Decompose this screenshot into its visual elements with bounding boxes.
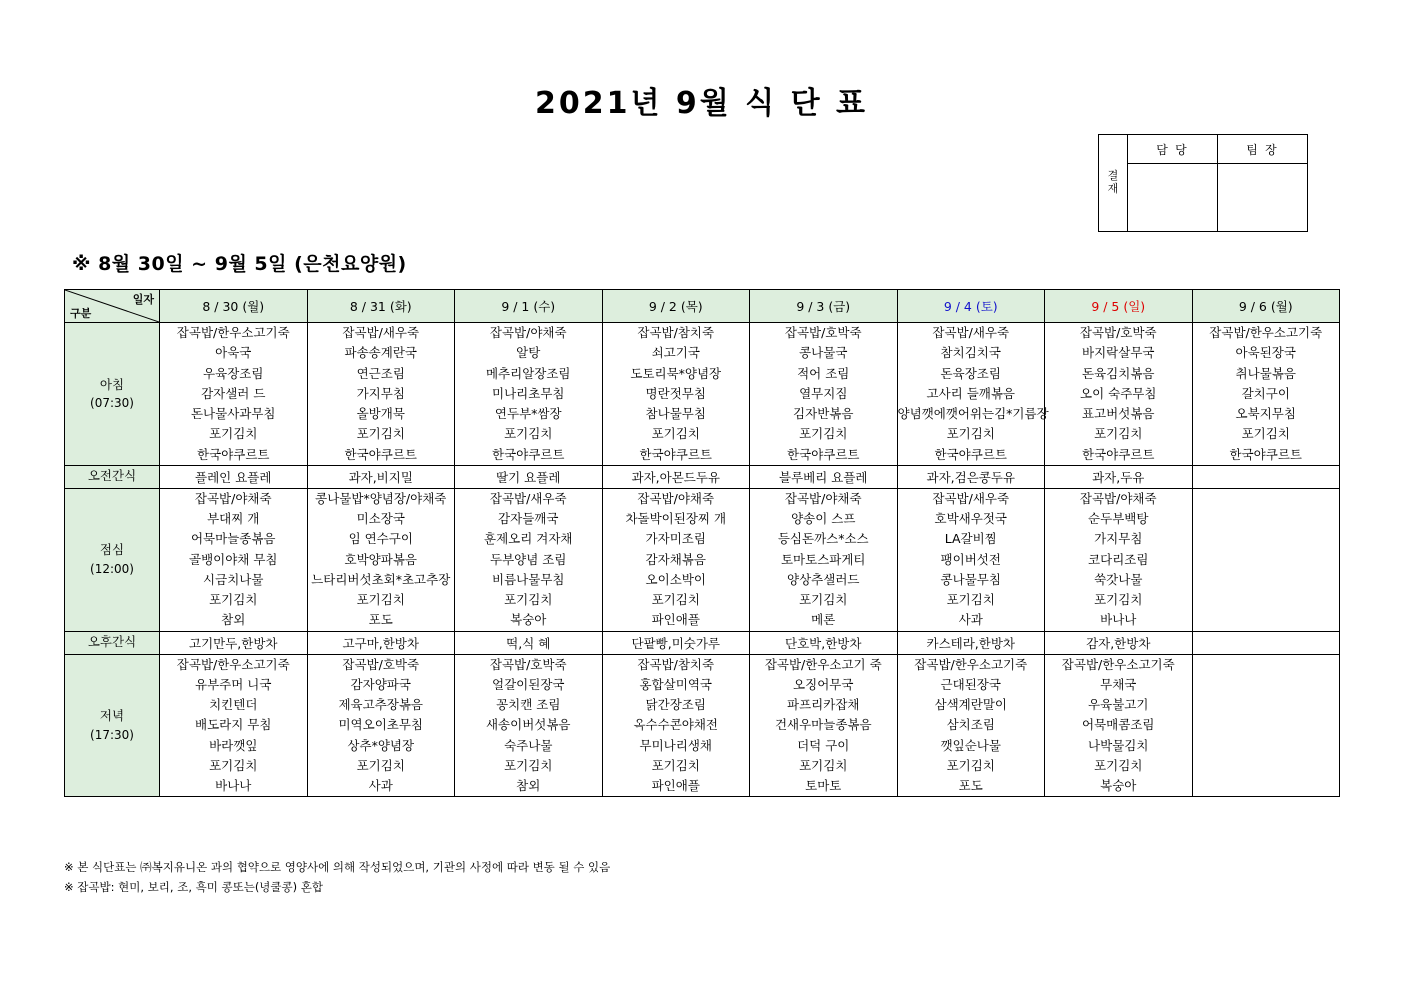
cell-lunch-0	[160, 488, 308, 631]
row-label-dinner	[65, 654, 160, 797]
menu-item: 상추*양념장	[347, 737, 415, 753]
menu-item: 사과	[368, 778, 393, 793]
menu-item: 근대된장국	[940, 676, 1001, 692]
menu-item: 골뱅이야채 무침	[189, 551, 278, 567]
approval-sign-staff	[1128, 164, 1217, 231]
menu-item: 한국야쿠르트	[1082, 446, 1155, 462]
menu-item: 호박양파볶음	[344, 551, 417, 567]
menu-item: LA갈비찜	[944, 531, 997, 547]
approval-head-staff: 담 당	[1128, 135, 1217, 164]
cell-lunch-2	[455, 488, 603, 631]
row-label-breakfast-name: 아침	[99, 376, 125, 392]
menu-item: 호박새우젓국	[934, 511, 1007, 526]
menu-table	[64, 289, 1340, 797]
column-header-6: 9 / 5 (일)	[1045, 290, 1193, 323]
menu-item: 무채국	[1100, 676, 1137, 692]
cell-afternoon-snack-2: 떡,식 혜	[455, 631, 603, 654]
menu-item: 어묵매콤조림	[1082, 717, 1155, 733]
menu-item: 삼색계란말이	[934, 697, 1007, 712]
row-label-morning-snack: 오전간식	[65, 465, 160, 488]
approval-sign-leader	[1218, 164, 1307, 231]
row-label-afternoon-snack: 오후간식	[65, 631, 160, 654]
menu-item: 콩나물국	[799, 345, 848, 361]
menu-item: 한국야쿠르트	[934, 446, 1007, 462]
cell-lunch-1	[307, 488, 455, 631]
menu-item: 부대찌 개	[207, 511, 260, 526]
menu-item: 느타리버섯초회*초고추장	[311, 571, 451, 587]
menu-item: 꽁치캔 조림	[496, 697, 561, 712]
menu-item: 유부주머 니국	[195, 676, 272, 692]
menu-item: 잡곡밥/한우소고기죽	[914, 656, 1028, 672]
menu-item: 연두부*쌈장	[494, 406, 562, 421]
menu-item: 제육고추장볶음	[338, 697, 424, 712]
menu-item: 메론	[811, 612, 836, 628]
menu-item: 포기김치	[356, 592, 405, 607]
menu-item: 토마토스파게티	[780, 551, 866, 567]
menu-item: 알탕	[516, 345, 541, 361]
menu-item: 한국야쿠르트	[492, 446, 565, 462]
menu-item: 잡곡밥/호박죽	[489, 656, 567, 672]
menu-item: 참치김치국	[940, 345, 1001, 361]
menu-item: 바나나	[1100, 612, 1137, 628]
menu-item: 미역오이초무침	[338, 717, 424, 733]
column-header-0: 8 / 30 (월)	[160, 290, 308, 323]
header-corner-date-label: 일자	[132, 293, 154, 306]
menu-item: 포기김치	[1241, 426, 1290, 442]
cell-morning-snack-1: 과자,비지밀	[307, 465, 455, 488]
menu-item: 숙주나물	[504, 737, 553, 753]
cell-lunch-7	[1192, 488, 1340, 631]
menu-item: 포기김치	[504, 592, 553, 607]
footnote-0: ※ 본 식단표는 ㈜복지유니온 과의 협약으로 영양사에 의해 작성되었으며, 기관의 사정에 따라 변동 될 수 있음	[64, 860, 611, 874]
menu-item: 잡곡밥/한우소고기 죽	[764, 656, 882, 672]
menu-item: 포기김치	[946, 426, 995, 442]
menu-item: 미나리초무침	[492, 385, 565, 401]
approval-columns	[1128, 135, 1307, 231]
menu-item: 순두부백탕	[1088, 511, 1149, 526]
cell-morning-snack-4: 블루베리 요플레	[750, 465, 898, 488]
menu-item: 등심돈까스*소스	[777, 531, 869, 547]
menu-item: 명란젓무침	[645, 385, 706, 401]
cell-lunch-3	[602, 488, 750, 631]
table-row-morning-snack	[65, 465, 1340, 488]
menu-item: 잡곡밥/참치죽	[637, 325, 715, 340]
approval-box	[1098, 134, 1308, 232]
menu-item: 열무지짐	[799, 385, 848, 401]
table-row-dinner	[65, 654, 1340, 797]
menu-item: 옥수수콘야채전	[633, 717, 719, 733]
cell-breakfast-6	[1045, 323, 1193, 466]
menu-item: 우육장조림	[203, 365, 264, 381]
menu-item: 참나물무침	[645, 406, 706, 421]
menu-item: 올방개묵	[356, 406, 405, 421]
menu-item: 연근조림	[356, 365, 405, 381]
menu-item: 사과	[958, 612, 983, 628]
menu-item: 포도	[958, 778, 983, 793]
period-subtitle: ※ 8월 30일 ~ 9월 5일 (은천요양원)	[72, 253, 407, 275]
menu-item: 양상추샐러드	[787, 571, 860, 587]
column-header-3: 9 / 2 (목)	[602, 290, 750, 323]
menu-item: 잡곡밥/한우소고기죽	[1209, 325, 1323, 340]
menu-item: 바나나	[215, 778, 252, 793]
menu-item: 파송송계란국	[344, 345, 417, 361]
menu-item: 포기김치	[946, 757, 995, 773]
menu-item: 한국야쿠르트	[197, 446, 270, 462]
menu-item: 김자반볶음	[793, 406, 854, 421]
menu-item: 메추리알장조림	[485, 365, 571, 381]
menu-item: 포기김치	[209, 757, 258, 773]
menu-item: 포기김치	[799, 757, 848, 773]
menu-item: 어묵마늘종볶음	[190, 531, 276, 547]
menu-item: 표고버섯볶음	[1082, 406, 1155, 421]
menu-item: 감자샐러 드	[201, 385, 266, 401]
menu-item: 적어 조림	[797, 365, 850, 381]
menu-item: 한국야쿠르트	[639, 446, 712, 462]
column-header-7: 9 / 6 (월)	[1192, 290, 1340, 323]
cell-breakfast-4	[750, 323, 898, 466]
menu-item: 콩나물밥*양념장/야채죽	[315, 490, 447, 506]
row-label-breakfast	[65, 323, 160, 466]
table-row-breakfast	[65, 323, 1340, 466]
menu-item: 잡곡밥/새우죽	[489, 490, 567, 506]
menu-item: 팽이버섯전	[940, 551, 1001, 567]
menu-item: 파인애플	[651, 778, 700, 793]
cell-afternoon-snack-1: 고구마,한방차	[307, 631, 455, 654]
menu-item: 오이 숙주무침	[1080, 385, 1157, 401]
cell-morning-snack-0: 플레인 요플레	[160, 465, 308, 488]
menu-item: 바라깻잎	[209, 737, 258, 753]
menu-item: 깻잎순나물	[940, 737, 1001, 753]
cell-morning-snack-7	[1192, 465, 1340, 488]
menu-item: 오이소박이	[645, 571, 706, 587]
menu-item: 코다리조림	[1088, 551, 1149, 567]
menu-item: 가지무침	[356, 385, 405, 401]
cell-dinner-2	[455, 654, 603, 797]
row-label-lunch-name: 점심	[99, 542, 125, 558]
page-title: 2021년 9월 식 단 표	[534, 86, 869, 121]
cell-lunch-5	[897, 488, 1045, 631]
menu-item: 포기김치	[1094, 426, 1143, 442]
menu-item: 쇠고기국	[651, 345, 700, 361]
menu-item: 잡곡밥/야채죽	[489, 325, 567, 340]
menu-item: 새송이버섯볶음	[485, 717, 571, 733]
cell-afternoon-snack-4: 단호박,한방차	[750, 631, 898, 654]
footnote-1: ※ 잡곡밥: 현미, 보리, 조, 흑미 콩또는(녕쿨콩) 혼합	[64, 880, 323, 895]
menu-item: 잡곡밥/야채죽	[637, 490, 715, 506]
menu-item: 포기김치	[356, 426, 405, 442]
menu-item: 가지무침	[1094, 531, 1143, 547]
row-label-dinner-name: 저녁	[99, 708, 125, 723]
menu-item: 포도	[368, 612, 393, 628]
menu-item: 배도라지 무침	[195, 717, 272, 733]
menu-item: 잡곡밥/호박죽	[342, 656, 420, 672]
menu-item: 콩나물무침	[940, 571, 1001, 587]
menu-item: 돈나물사과무침	[190, 406, 276, 421]
menu-item: 복숭아	[1100, 778, 1137, 793]
menu-item: 잡곡밥/야채죽	[1079, 490, 1157, 506]
table-row-afternoon-snack	[65, 631, 1340, 654]
menu-item: 우육불고기	[1088, 697, 1149, 712]
menu-item: 포기김치	[651, 426, 700, 442]
menu-item: 훈제오리 겨자채	[484, 531, 573, 547]
cell-dinner-7	[1192, 654, 1340, 797]
cell-dinner-0	[160, 654, 308, 797]
cell-breakfast-7	[1192, 323, 1340, 466]
menu-item: 미소장국	[356, 511, 405, 526]
menu-item: 감자양파국	[350, 676, 411, 692]
cell-breakfast-1	[307, 323, 455, 466]
menu-item: 돈육장조림	[940, 365, 1001, 381]
approval-head-leader: 팀 장	[1218, 135, 1307, 164]
menu-item: 포기김치	[946, 592, 995, 607]
cell-afternoon-snack-7	[1192, 631, 1340, 654]
menu-item: 참외	[221, 612, 246, 628]
menu-item: 포기김치	[1094, 592, 1143, 607]
cell-afternoon-snack-0: 고기만두,한방차	[160, 631, 308, 654]
cell-breakfast-0	[160, 323, 308, 466]
row-label-lunch	[65, 488, 160, 631]
cell-dinner-6	[1045, 654, 1193, 797]
menu-item: 포기김치	[1094, 757, 1143, 773]
menu-item: 감자들깨국	[498, 511, 559, 526]
menu-item: 파인애플	[651, 612, 700, 628]
column-header-1: 8 / 31 (화)	[307, 290, 455, 323]
menu-item: 잡곡밥/한우소고기죽	[1061, 656, 1175, 672]
menu-item: 잡곡밥/호박죽	[1079, 325, 1157, 340]
row-label-lunch-time: (12:00)	[90, 562, 134, 576]
menu-item: 갈치구이	[1241, 385, 1290, 401]
menu-item: 돈육김치볶음	[1082, 365, 1155, 381]
menu-item: 잡곡밥/새우죽	[342, 325, 420, 340]
table-row-lunch	[65, 488, 1340, 631]
approval-column-leader	[1217, 135, 1307, 231]
menu-item: 한국야쿠르트	[344, 446, 417, 462]
menu-item: 포기김치	[799, 426, 848, 442]
menu-item: 아욱국	[215, 345, 252, 361]
menu-item: 나박물김치	[1088, 737, 1149, 753]
menu-item: 잡곡밥/한우소고기죽	[176, 656, 290, 672]
menu-item: 비름나물무침	[492, 571, 565, 587]
table-header-row	[65, 290, 1340, 323]
cell-afternoon-snack-6: 감자,한방차	[1045, 631, 1193, 654]
menu-item: 시금치나물	[203, 571, 264, 587]
menu-item: 오북지무침	[1235, 406, 1296, 421]
cell-morning-snack-2: 딸기 요플레	[455, 465, 603, 488]
menu-item: 감자채볶음	[645, 551, 706, 567]
menu-item: 얼갈이된장국	[492, 676, 565, 692]
menu-item: 홍합살미역국	[639, 676, 712, 692]
menu-item: 토마토	[805, 778, 842, 793]
menu-item: 잡곡밥/참치죽	[637, 656, 715, 672]
cell-breakfast-5	[897, 323, 1049, 466]
menu-item: 포기김치	[504, 426, 553, 442]
cell-morning-snack-3: 과자,아몬드두유	[602, 465, 750, 488]
row-label-breakfast-time: (07:30)	[90, 396, 134, 411]
menu-item: 건새우마늘종볶음	[774, 717, 872, 733]
menu-item: 양념깻에깻어위는김*기름장	[897, 406, 1049, 421]
header-corner-cell	[65, 290, 160, 323]
cell-afternoon-snack-3: 단팥빵,미숫가루	[602, 631, 750, 654]
cell-dinner-1	[307, 654, 455, 797]
cell-morning-snack-6: 과자,두유	[1045, 465, 1193, 488]
footnotes	[64, 857, 610, 897]
cell-morning-snack-5: 과자,검은콩두유	[897, 465, 1045, 488]
menu-item: 한국야쿠르트	[787, 446, 860, 462]
approval-vertical-label: 결 재	[1099, 135, 1128, 231]
menu-item: 바지락살무국	[1082, 345, 1155, 361]
menu-item: 한국야쿠르트	[1229, 446, 1302, 462]
cell-dinner-3	[602, 654, 750, 797]
menu-item: 잡곡밥/새우죽	[932, 325, 1010, 340]
menu-item: 복숭아	[510, 612, 547, 628]
menu-item: 가자미조림	[645, 531, 706, 547]
cell-breakfast-3	[602, 323, 750, 466]
menu-item: 도토리묵*양념장	[630, 365, 722, 381]
menu-item: 포기김치	[799, 592, 848, 607]
column-header-4: 9 / 3 (금)	[750, 290, 898, 323]
menu-item: 잡곡밥/야채죽	[784, 490, 862, 506]
cell-dinner-4	[750, 654, 898, 797]
menu-item: 포기김치	[209, 426, 258, 442]
menu-item: 고사리 들깨볶음	[926, 385, 1015, 401]
menu-item: 파프리카잡채	[787, 697, 860, 712]
menu-item: 잡곡밥/호박죽	[784, 325, 862, 340]
menu-item: 차돌박이된장찌 개	[625, 511, 727, 526]
header-corner-category-label: 구분	[70, 307, 92, 320]
approval-column-staff	[1128, 135, 1217, 231]
column-header-2: 9 / 1 (수)	[455, 290, 603, 323]
menu-item: 잡곡밥/야채죽	[194, 490, 272, 506]
menu-item: 취나물볶음	[1235, 365, 1296, 381]
menu-item: 참외	[516, 778, 541, 793]
menu-item: 포기김치	[504, 757, 553, 773]
row-label-dinner-time: (17:30)	[90, 727, 134, 742]
menu-item: 잡곡밥/새우죽	[932, 490, 1010, 506]
menu-item: 아욱된장국	[1235, 345, 1296, 361]
menu-item: 삼치조림	[946, 717, 995, 733]
menu-item: 오징어무국	[793, 676, 854, 692]
cell-breakfast-2	[455, 323, 603, 466]
menu-item: 두부양념 조림	[490, 551, 567, 567]
menu-item: 치킨텐더	[209, 697, 258, 712]
menu-item: 포기김치	[651, 592, 700, 607]
menu-item: 쑥갓나물	[1094, 571, 1143, 587]
menu-item: 포기김치	[209, 592, 258, 607]
menu-item: 더덕 구이	[797, 737, 850, 753]
column-header-5: 9 / 4 (토)	[897, 290, 1045, 323]
menu-item: 닭간장조림	[645, 697, 706, 712]
cell-lunch-4	[750, 488, 898, 631]
menu-item: 임 연수구이	[348, 531, 413, 547]
menu-item: 포기김치	[651, 757, 700, 773]
cell-afternoon-snack-5: 카스테라,한방차	[897, 631, 1045, 654]
menu-item: 무미나리생채	[639, 737, 712, 753]
menu-item: 잡곡밥/한우소고기죽	[176, 325, 290, 340]
cell-lunch-6	[1045, 488, 1193, 631]
menu-item: 포기김치	[356, 757, 405, 773]
cell-dinner-5	[897, 654, 1045, 797]
menu-item: 양송이 스프	[791, 511, 856, 526]
